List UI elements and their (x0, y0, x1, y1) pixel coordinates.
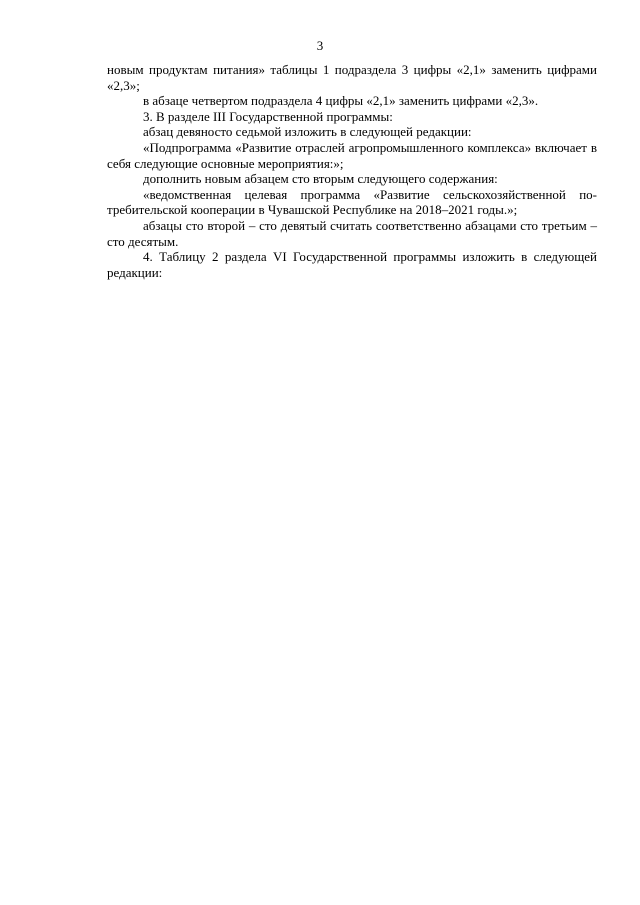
page-number: 3 (316, 38, 324, 53)
paragraph-add-new: дополнить новым абзацем сто вторым следующего содержания: (143, 171, 498, 187)
paragraph-subsection-4: в абзаце четвертом подраздела 4 цифры «2,1» заменить цифрами «2,3». (143, 93, 539, 109)
document-body (107, 62, 597, 280)
paragraph-renumber: абзацы сто второй – сто девятый считать соответственно абзацами сто третьим – сто десятым. (107, 217, 597, 249)
paragraph-item-3: 3. В разделе III Государственной программы: (143, 108, 393, 124)
paragraph-item-4: 4. Таблицу 2 раздела VI Государственной программы изложить в следующей редакции: (107, 249, 597, 280)
paragraph-continuation: новым продуктам питания» таблицы 1 подраздела 3 цифры «2,1» заменить цифрами «2,3»; (107, 62, 597, 93)
paragraph-departmental-program: «ведомственная целевая программа «Развитие сельскохозяйственной потребительской кооперации в Чувашской Республике на 2018–2021 годы.»; (107, 186, 597, 218)
paragraph-ninety-seventh: абзац девяносто седьмой изложить в следующей редакции: (143, 124, 472, 140)
paragraph-subprogram-quote: «Подпрограмма «Развитие отраслей агропромышленного комплекса» включает в себя следующие основные мероприятия:»; (107, 139, 597, 171)
